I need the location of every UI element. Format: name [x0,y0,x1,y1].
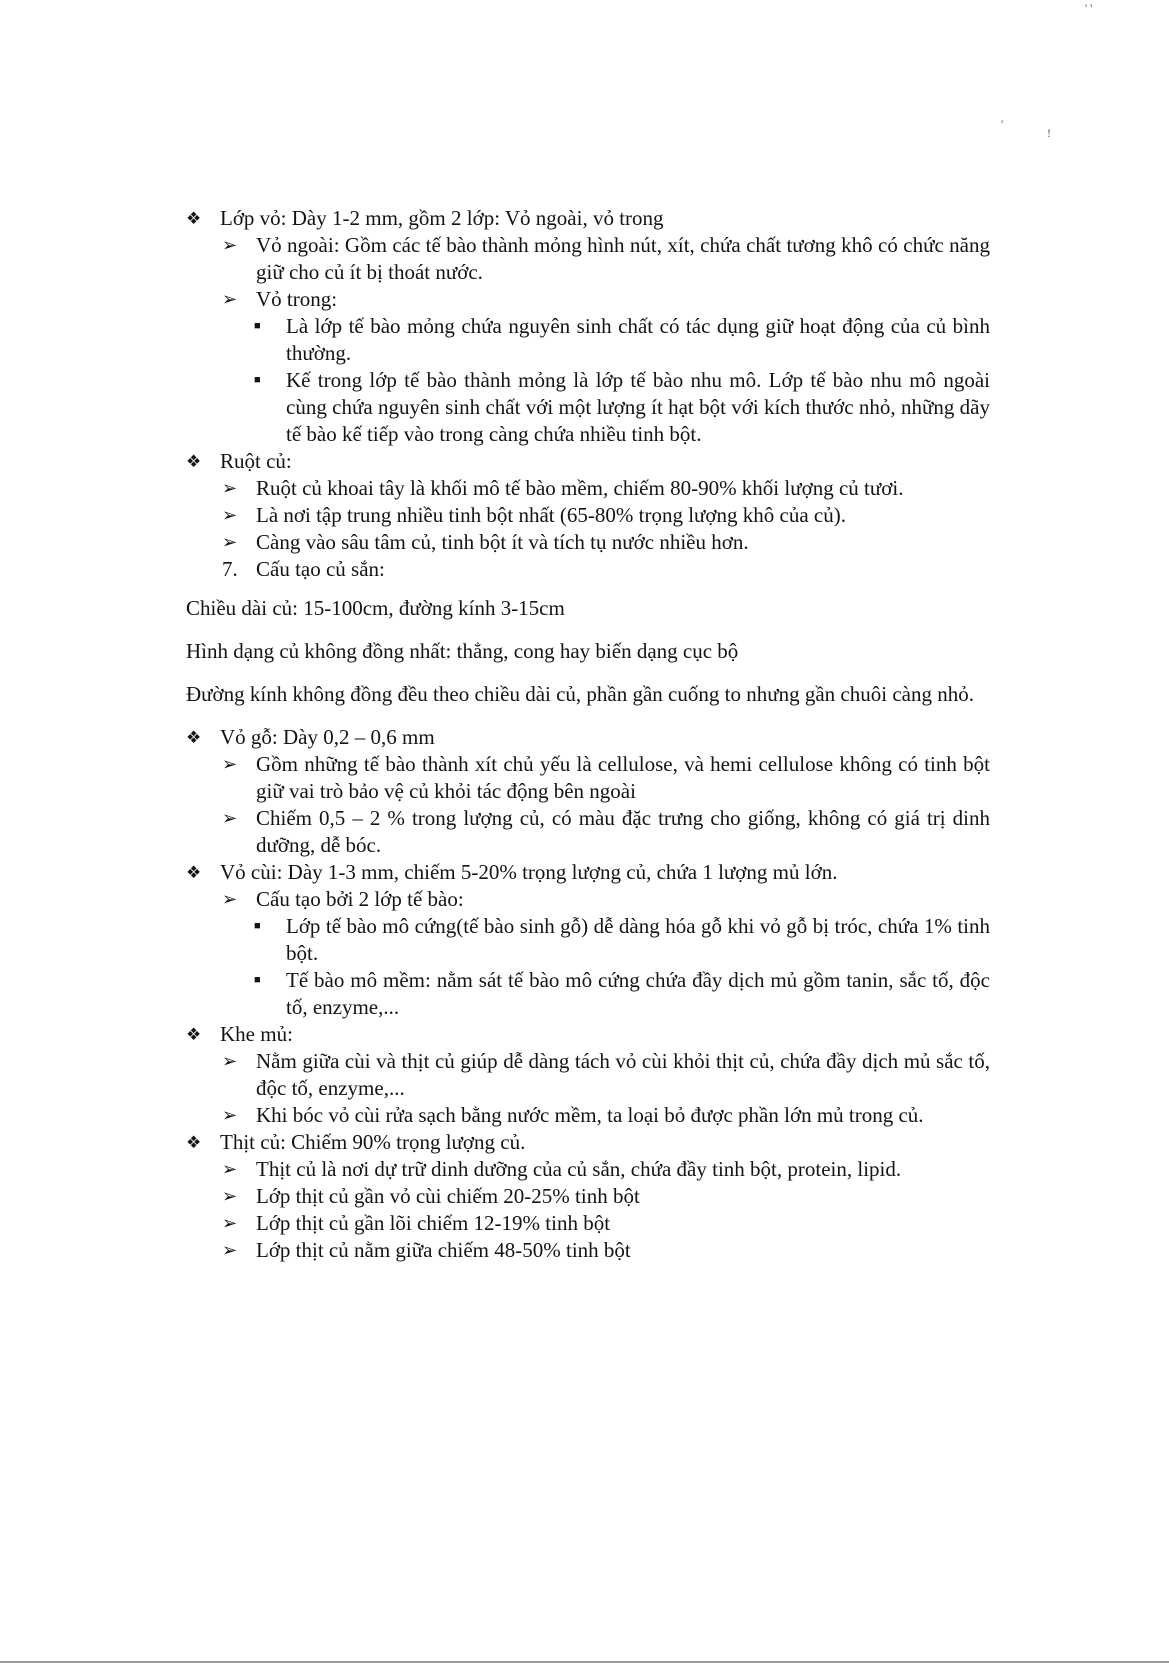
bullet-text: Vỏ cùi: Dày 1-3 mm, chiếm 5-20% trọng lượng củ, chứa 1 lượng mủ lớn. [220,860,838,884]
diamond-bullet-icon: ❖ [186,1025,202,1044]
diamond-bullet-icon: ❖ [186,1133,202,1152]
bullet-ruot-cu-1 [222,475,990,502]
diamond-bullet-icon: ❖ [186,863,202,882]
arrow-bullet-icon: ➢ [222,808,238,828]
paragraph-hinh-dang: Hình dạng củ không đồng nhất: thẳng, cong hay biến dạng cục bộ [186,639,739,663]
bullet-text: Cấu tạo bởi 2 lớp tế bào: [256,887,464,911]
bullet-text: Ruột củ khoai tây là khối mô tế bào mềm, chiếm 80-90% khối lượng củ tươi. [256,476,904,500]
scan-mark: ' ' [1085,1,1093,15]
bullet-text: Là nơi tập trung nhiều tinh bột nhất (65-80% trọng lượng khô của củ). [256,503,846,527]
bullet-text: Là lớp tế bào mỏng chứa nguyên sinh chất có tác dụng giữ hoạt động của củ bình thường. [286,314,990,365]
arrow-bullet-icon: ➢ [222,505,238,525]
square-bullet-icon: ■ [254,974,261,986]
arrow-bullet-icon: ➢ [222,1051,238,1071]
bullet-text: Tế bào mô mềm: nằm sát tế bào mô cứng chứa đầy dịch mủ gồm tanin, sắc tố, độc tố, enzyme,... [286,968,990,1019]
bullet-khe-mu-1 [222,1048,990,1102]
arrow-bullet-icon: ➢ [222,532,238,552]
bullet-text: Ruột củ: [220,449,292,473]
bullet-thit-cu-3 [222,1210,990,1237]
arrow-bullet-icon: ➢ [222,289,238,309]
diamond-bullet-icon: ❖ [186,728,202,747]
square-bullet-icon: ■ [254,374,261,386]
bullet-vo-cui-1a [254,913,990,967]
bullet-text: Cấu tạo củ sắn: [256,557,385,581]
arrow-bullet-icon: ➢ [222,235,238,255]
bullet-ruot-cu [186,448,990,475]
scan-mark: ! [1047,126,1051,140]
bullet-vo-go [186,724,990,751]
scan-mark: ' [1001,117,1004,131]
bullet-text: Vỏ gỗ: Dày 0,2 – 0,6 mm [220,725,435,749]
diamond-bullet-icon: ❖ [186,452,202,471]
bullet-text: Càng vào sâu tâm củ, tinh bột ít và tích tụ nước nhiều hơn. [256,530,749,554]
paragraph-chieu-dai: Chiều dài củ: 15-100cm, đường kính 3-15cm [186,596,565,620]
diamond-bullet-icon: ❖ [186,209,202,228]
bullet-vo-cui-1b [254,967,990,1021]
bullet-thit-cu [186,1129,990,1156]
bullet-text: Kế trong lớp tế bào thành mỏng là lớp tế bào nhu mô. Lớp tế bào nhu mô ngoài cùng chứa nguyên sinh chất với một lượng ít hạt bột với kích thước nhỏ, những dãy tế bào kế tiếp vào trong càng chứa nhiều tinh bột. [286,368,990,446]
square-bullet-icon: ■ [254,320,261,332]
bullet-vo-trong-2 [254,367,990,448]
bullet-khe-mu-2 [222,1102,990,1129]
bullet-thit-cu-1 [222,1156,990,1183]
numbered-heading-cau-tao-san [222,556,990,583]
bullet-vo-go-2 [222,805,990,859]
bullet-text: Lớp thịt củ gần vỏ cùi chiếm 20-25% tinh bột [256,1184,640,1208]
arrow-bullet-icon: ➢ [222,1105,238,1125]
bullet-text: Lớp thịt củ nằm giữa chiếm 48-50% tinh bột [256,1238,631,1262]
bullet-vo-go-1 [222,751,990,805]
bullet-khe-mu [186,1021,990,1048]
bullet-text: Khi bóc vỏ cùi rửa sạch bằng nước mềm, ta loại bỏ được phần lớn mủ trong củ. [256,1103,924,1127]
square-bullet-icon: ■ [254,920,261,932]
bullet-text: Vỏ ngoài: Gồm các tế bào thành mỏng hình nút, xít, chứa chất tương khô có chức năng giữ cho củ ít bị thoát nước. [256,233,990,284]
bullet-text: Lớp vỏ: Dày 1-2 mm, gồm 2 lớp: Vỏ ngoài, vỏ trong [220,206,664,230]
arrow-bullet-icon: ➢ [222,1159,238,1179]
bullet-vo-cui-1 [222,886,990,913]
bullet-thit-cu-2 [222,1183,990,1210]
bullet-thit-cu-4 [222,1237,990,1264]
bullet-text: Thịt củ là nơi dự trữ dinh dưỡng của củ sắn, chứa đầy tinh bột, protein, lipid. [256,1157,902,1181]
bullet-ruot-cu-3 [222,529,990,556]
bullet-text: Vỏ trong: [256,287,338,311]
arrow-bullet-icon: ➢ [222,1240,238,1260]
bullet-text: Khe mủ: [220,1022,293,1046]
bullet-vo-trong [222,286,990,313]
bullet-text: Lớp tế bào mô cứng(tế bào sinh gỗ) dễ dàng hóa gỗ khi vỏ gỗ bị tróc, chứa 1% tinh bột. [286,914,990,965]
bullet-vo-ngoai [222,232,990,286]
bullet-ruot-cu-2 [222,502,990,529]
paragraph-duong-kinh: Đường kính không đồng đều theo chiều dài củ, phần gần cuống to nhưng gần chuôi càng nhỏ. [186,682,974,706]
arrow-bullet-icon: ➢ [222,1213,238,1233]
bullet-text: Nằm giữa cùi và thịt củ giúp dễ dàng tách vỏ cùi khỏi thịt củ, chứa đầy dịch mủ sắc tố, độc tố, enzyme,... [256,1049,990,1100]
arrow-bullet-icon: ➢ [222,478,238,498]
bullet-lop-vo [186,205,990,232]
arrow-bullet-icon: ➢ [222,889,238,909]
bullet-text: Lớp thịt củ gần lõi chiếm 12-19% tinh bột [256,1211,611,1235]
arrow-bullet-icon: ➢ [222,1186,238,1206]
bullet-vo-trong-1 [254,313,990,367]
document-body [186,205,990,1264]
bullet-text: Thịt củ: Chiếm 90% trọng lượng củ. [220,1130,526,1154]
list-number: 7. [222,557,238,581]
bullet-text: Chiếm 0,5 – 2 % trong lượng củ, có màu đặc trưng cho giống, không có giá trị dinh dưỡng, dễ bóc. [256,806,990,857]
bullet-vo-cui [186,859,990,886]
arrow-bullet-icon: ➢ [222,754,238,774]
bullet-text: Gồm những tế bào thành xít chủ yếu là cellulose, và hemi cellulose không có tinh bột giữ vai trò bảo vệ củ khỏi tác động bên ngoài [256,752,990,803]
